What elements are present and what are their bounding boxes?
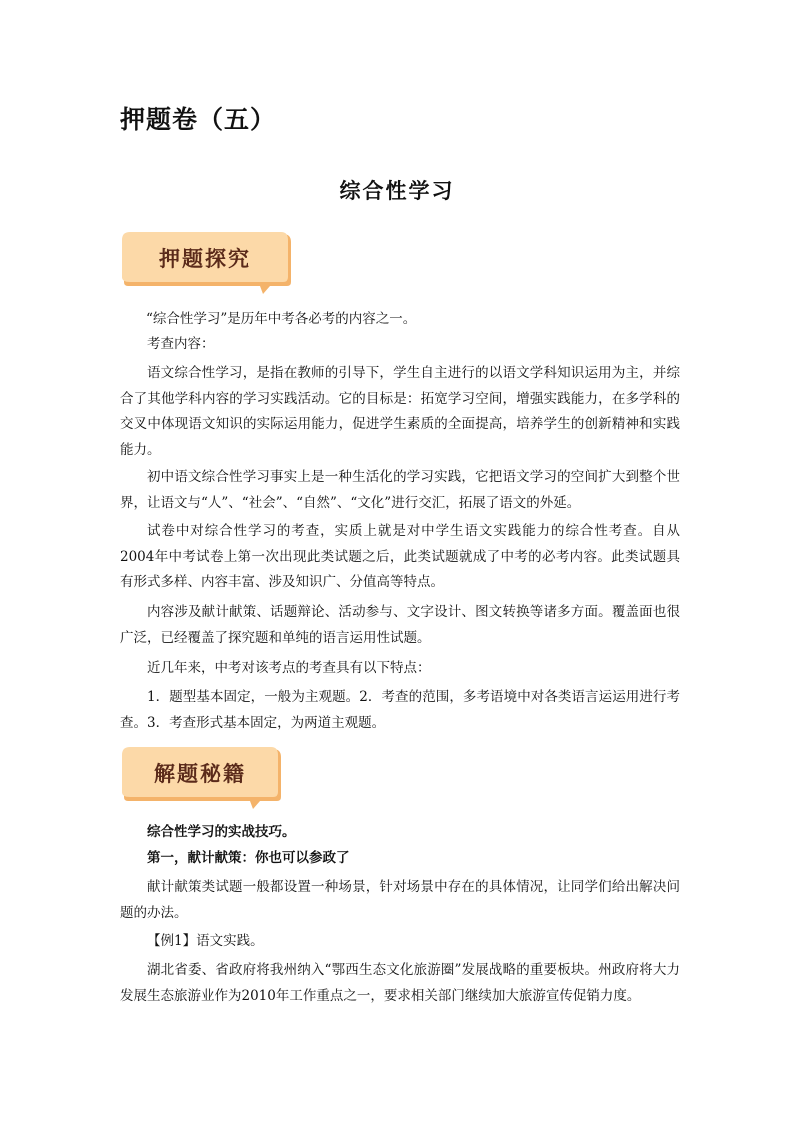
banner-label-1: 押题探究 [159, 247, 251, 271]
paragraph: 【例1】语文实践。 [147, 933, 264, 949]
paragraph: 语文综合性学习，是指在教师的引导下，学生自主进行的以语文学科知识运用为主，并综合了其他学科内容的学习实践活动。它的目标是：拓宽学习空间，增强实践能力，在多学科的交叉中体现语文知识的实际运用能力，促进学生素质的全面提高，培养学生的创新精神和实践能力。 [120, 365, 680, 458]
paragraph: 试卷中对综合性学习的考查，实质上就是对中学生语文实践能力的综合性考查。自从2004年中考试卷上第一次出现此类试题之后，此类试题就成了中考的必考内容。此类试题具有形式多样、内容丰富、涉及知识广、分值高等特点。 [120, 523, 680, 590]
paragraph: 第一，献计献策：你也可以参政了 [147, 850, 350, 866]
paragraph: 考查内容： [147, 336, 215, 352]
paragraph: 内容涉及献计献策、话题辩论、活动参与、文字设计、图文转换等诸多方面。覆盖面也很广泛，已经覆盖了探究题和单纯的语言运用性试题。 [120, 604, 680, 646]
paragraph: 献计献策类试题一般都设置一种场景，针对场景中存在的具体情况，让同学们给出解决问题的办法。 [120, 879, 680, 921]
paragraph: 湖北省委、省政府将我州纳入“鄂西生态文化旅游圈”发展战略的重要板块。州政府将大力发展生态旅游业作为2010年工作重点之一，要求相关部门继续加大旅游宣传促销力度。 [120, 962, 680, 1004]
banner-label-2: 解题秘籍 [154, 762, 246, 786]
section-banner-1 [120, 230, 295, 294]
paragraph: “综合性学习”是历年中考各必考的内容之一。 [146, 311, 417, 327]
paragraph: 综合性学习的实战技巧。 [147, 824, 296, 840]
document-title: 押题卷（五） [120, 105, 277, 134]
paragraph: 近几年来，中考对该考点的考查具有以下特点： [147, 660, 431, 676]
section-banner-2 [120, 745, 285, 809]
document-subtitle: 综合性学习 [339, 179, 455, 203]
paragraph: 1．题型基本固定，一般为主观题。2．考查的范围，多考语境中对各类语言运运用进行考查。3．考查形式基本固定，为两道主观题。 [120, 689, 680, 731]
paragraph: 初中语文综合性学习事实上是一种生活化的学习实践，它把语文学习的空间扩大到整个世界，让语文与“人”、“社会”、“自然”、“文化”进行交汇，拓展了语文的外延。 [120, 469, 680, 511]
